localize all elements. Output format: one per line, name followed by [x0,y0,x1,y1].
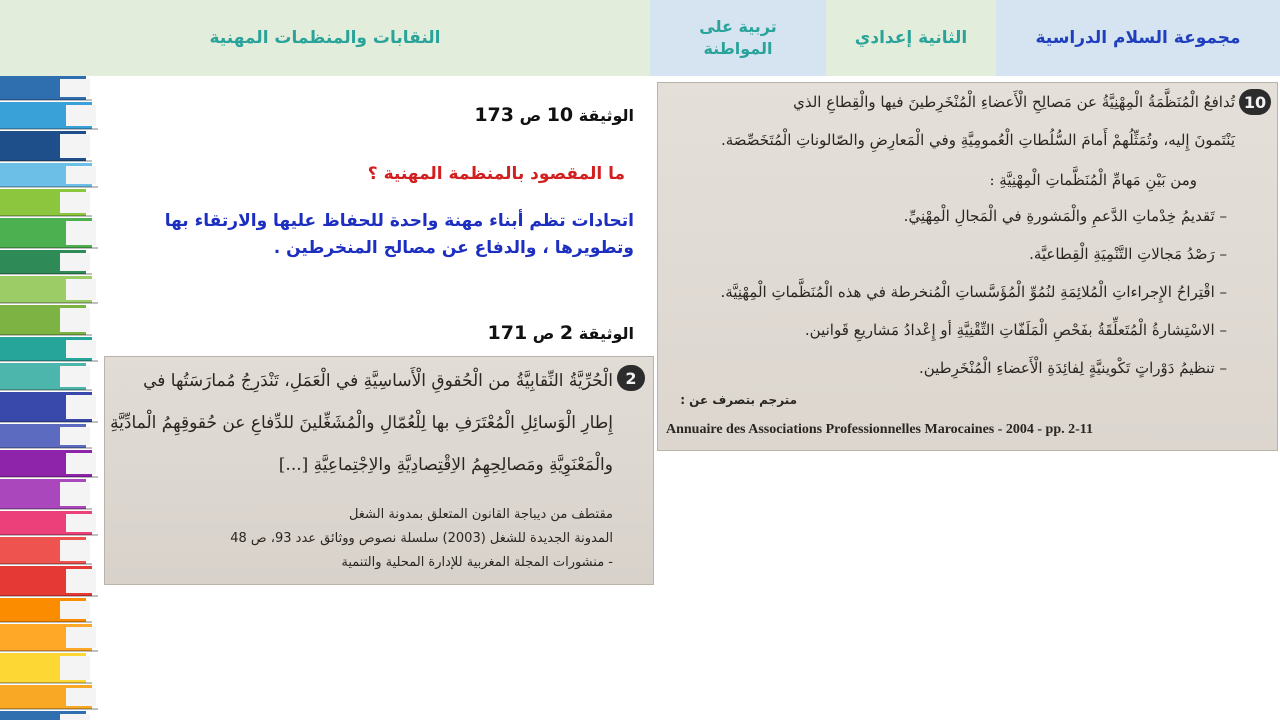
book-shadow [0,563,92,565]
book-pages [66,627,96,648]
book-pages [66,279,96,300]
header-level: الثانية إعدادي [826,0,996,76]
scan-bullet: – رَصْدُ مَجالاتِ التَّنْمِيَةِ الْقِطاعيَّة. [1029,245,1227,263]
book-shadow [0,447,92,449]
book-pages [66,166,96,184]
doc-ref-page-word: ص [519,106,542,125]
book-shadow [0,534,98,536]
book-shadow [0,708,98,710]
doc-ref-word: الوثيقة [578,106,634,125]
book-shadow [0,334,92,336]
translated-note: مترجم بتصرف عن : [680,393,797,407]
scan-line: تُدافعُ الْمُنَظَّمَةُ الْمِهْنِيَّةُ عن مَصالِحِ الْأَعضاءِ الْمُنْخَرِطينَ فيها والْقِطاعِ الذي [793,93,1235,111]
book-shadow [0,128,98,130]
book-pages [60,134,90,158]
scan-bullet: – تنظيمُ دَوْراتٍ تَكْوينيَّةٍ لِفائِدَةِ الْأَعضاءِ الْمُنْخَرِطين. [918,359,1227,377]
document-number-badge: 10 [1239,89,1271,115]
header-subject-label: تربية على المواطنة [699,17,777,58]
book-shadow [0,186,98,188]
header-group: مجموعة السلام الدراسية [996,0,1280,76]
doc-ref-page-number: 173 [474,104,514,126]
document-number-badge: 2 [617,365,645,391]
book-shadow [0,682,92,684]
scan-bullet: – الاسْتِشارةُ الْمُتَعلِّقَةُ بفَحْصِ الْمَلَفّاتِ التِّقْنِيَّةِ أو إِعْدادُ مَشاريعِ قَوانين. [804,321,1227,339]
doc-ref-number: 2 [559,322,574,344]
doc-ref-page-word: ص [532,324,555,343]
header-subject [650,0,826,76]
book-pages [60,366,90,387]
scan-line: يَنْتَمونَ إِليه، وتُمَثِّلُهمْ أَمامَ السُّلُطاتِ الْعُمومِيَّةِ وفي الْمَعارِضِ والصّالوناتِ الْمُتَخَصِّصَة. [720,131,1235,149]
scan-bullet: – تَقديمُ خِدْماتِ الدَّعمِ والْمَشورةِ في الْمَجالِ الْمِهْنِيِّ. [903,207,1227,225]
scan-bullet: – اقْتِراحُ الإِجراءاتِ الْمُلائِمَةِ لنُمُوِّ الْمُؤَسَّساتِ الْمُنخرطة في هذه الْمُنَظَّماتِ الْمِهْنِيَّة. [720,283,1227,301]
book-shadow [0,389,92,391]
book-shadow [0,476,98,478]
source-line: مقتطف من ديباجة القانون المتعلق بمدونة الشغل [348,507,613,522]
book-pages [60,601,90,619]
scanned-document-10 [657,82,1278,451]
book-shadow [0,215,92,217]
book-pages [66,395,96,419]
book-shadow [0,273,92,275]
book-pages [66,105,96,126]
book-shadow [0,508,92,510]
book-pages [66,221,96,245]
book-pages [60,308,90,332]
scan-line: إِطارِ الْوَسائِلِ الْمُعْتَرَفِ بها لِلْعُمّالِ والْمُشَغِّلينَ للدِّفاعِ عن حُقوقِهِمُ الْمادِّيَّةِ [110,413,613,433]
scan-line: الْحُرِّيَّةُ النِّقابِيَّةُ من الْحُقوقِ الْأَساسِيَّةِ في الْعَمَلِ، تَنْدَرِجُ مُمارَسَتُها في [143,371,613,391]
book-pages [60,79,90,97]
answer-text: اتحادات تظم أبناء مهنة واحدة للحفاظ عليها والارتقاء بها وتطويرها ، والدفاع عن مصالح المنخرطين . [164,211,634,258]
doc-ref-number: 10 [546,104,574,126]
scan-line: والْمَعْنَوِيَّةِ ومَصالِحِهِمُ الاِقْتِصادِيَّةِ والاِجْتِماعِيَّةِ [...] [278,455,613,475]
doc-ref-2 [440,322,634,344]
book-pages [60,482,90,506]
book-shadow [0,247,98,249]
book-pages [60,540,90,561]
book-pages [66,688,96,706]
book-stack-illustration [0,76,100,720]
book-pages [60,656,90,680]
header-bar [0,0,1280,76]
book-shadow [0,595,98,597]
source-line: - منشورات المجلة المغربية للإدارة المحلية والتنمية [341,555,613,570]
book-shadow [0,302,98,304]
book-pages [66,514,96,532]
scan-line: ومن بَيْنِ مَهامِّ الْمُنَظَّماتِ الْمِهْنِيَّةِ : [989,171,1197,189]
book-shadow [0,621,92,623]
question-text: ما المقصود بالمنظمة المهنية ؟ [367,164,625,184]
book-shadow [0,650,98,652]
book-stack-icon [0,76,100,720]
source-line: المدونة الجديدة للشغل (2003) سلسلة نصوص ووثائق عدد 93، ص 48 [230,531,613,546]
book-shadow [0,160,92,162]
doc-ref-10 [440,104,634,126]
book-pages [60,427,90,445]
book-pages [60,192,90,213]
book-shadow [0,421,98,423]
header-topic: النقابات والمنظمات المهنية [0,0,650,76]
book-pages [66,453,96,474]
book-shadow [0,360,98,362]
citation-text: Annuaire des Associations Professionnelles Marocaines - 2004 - pp. 2-11 [666,422,1094,437]
book-shadow [0,99,92,101]
doc-ref-word: الوثيقة [578,324,634,343]
scanned-document-2 [104,356,654,585]
doc-ref-page-number: 171 [487,322,528,344]
book-pages [60,253,90,271]
book-pages [66,340,96,358]
book-pages [60,714,90,720]
book-pages [66,569,96,593]
